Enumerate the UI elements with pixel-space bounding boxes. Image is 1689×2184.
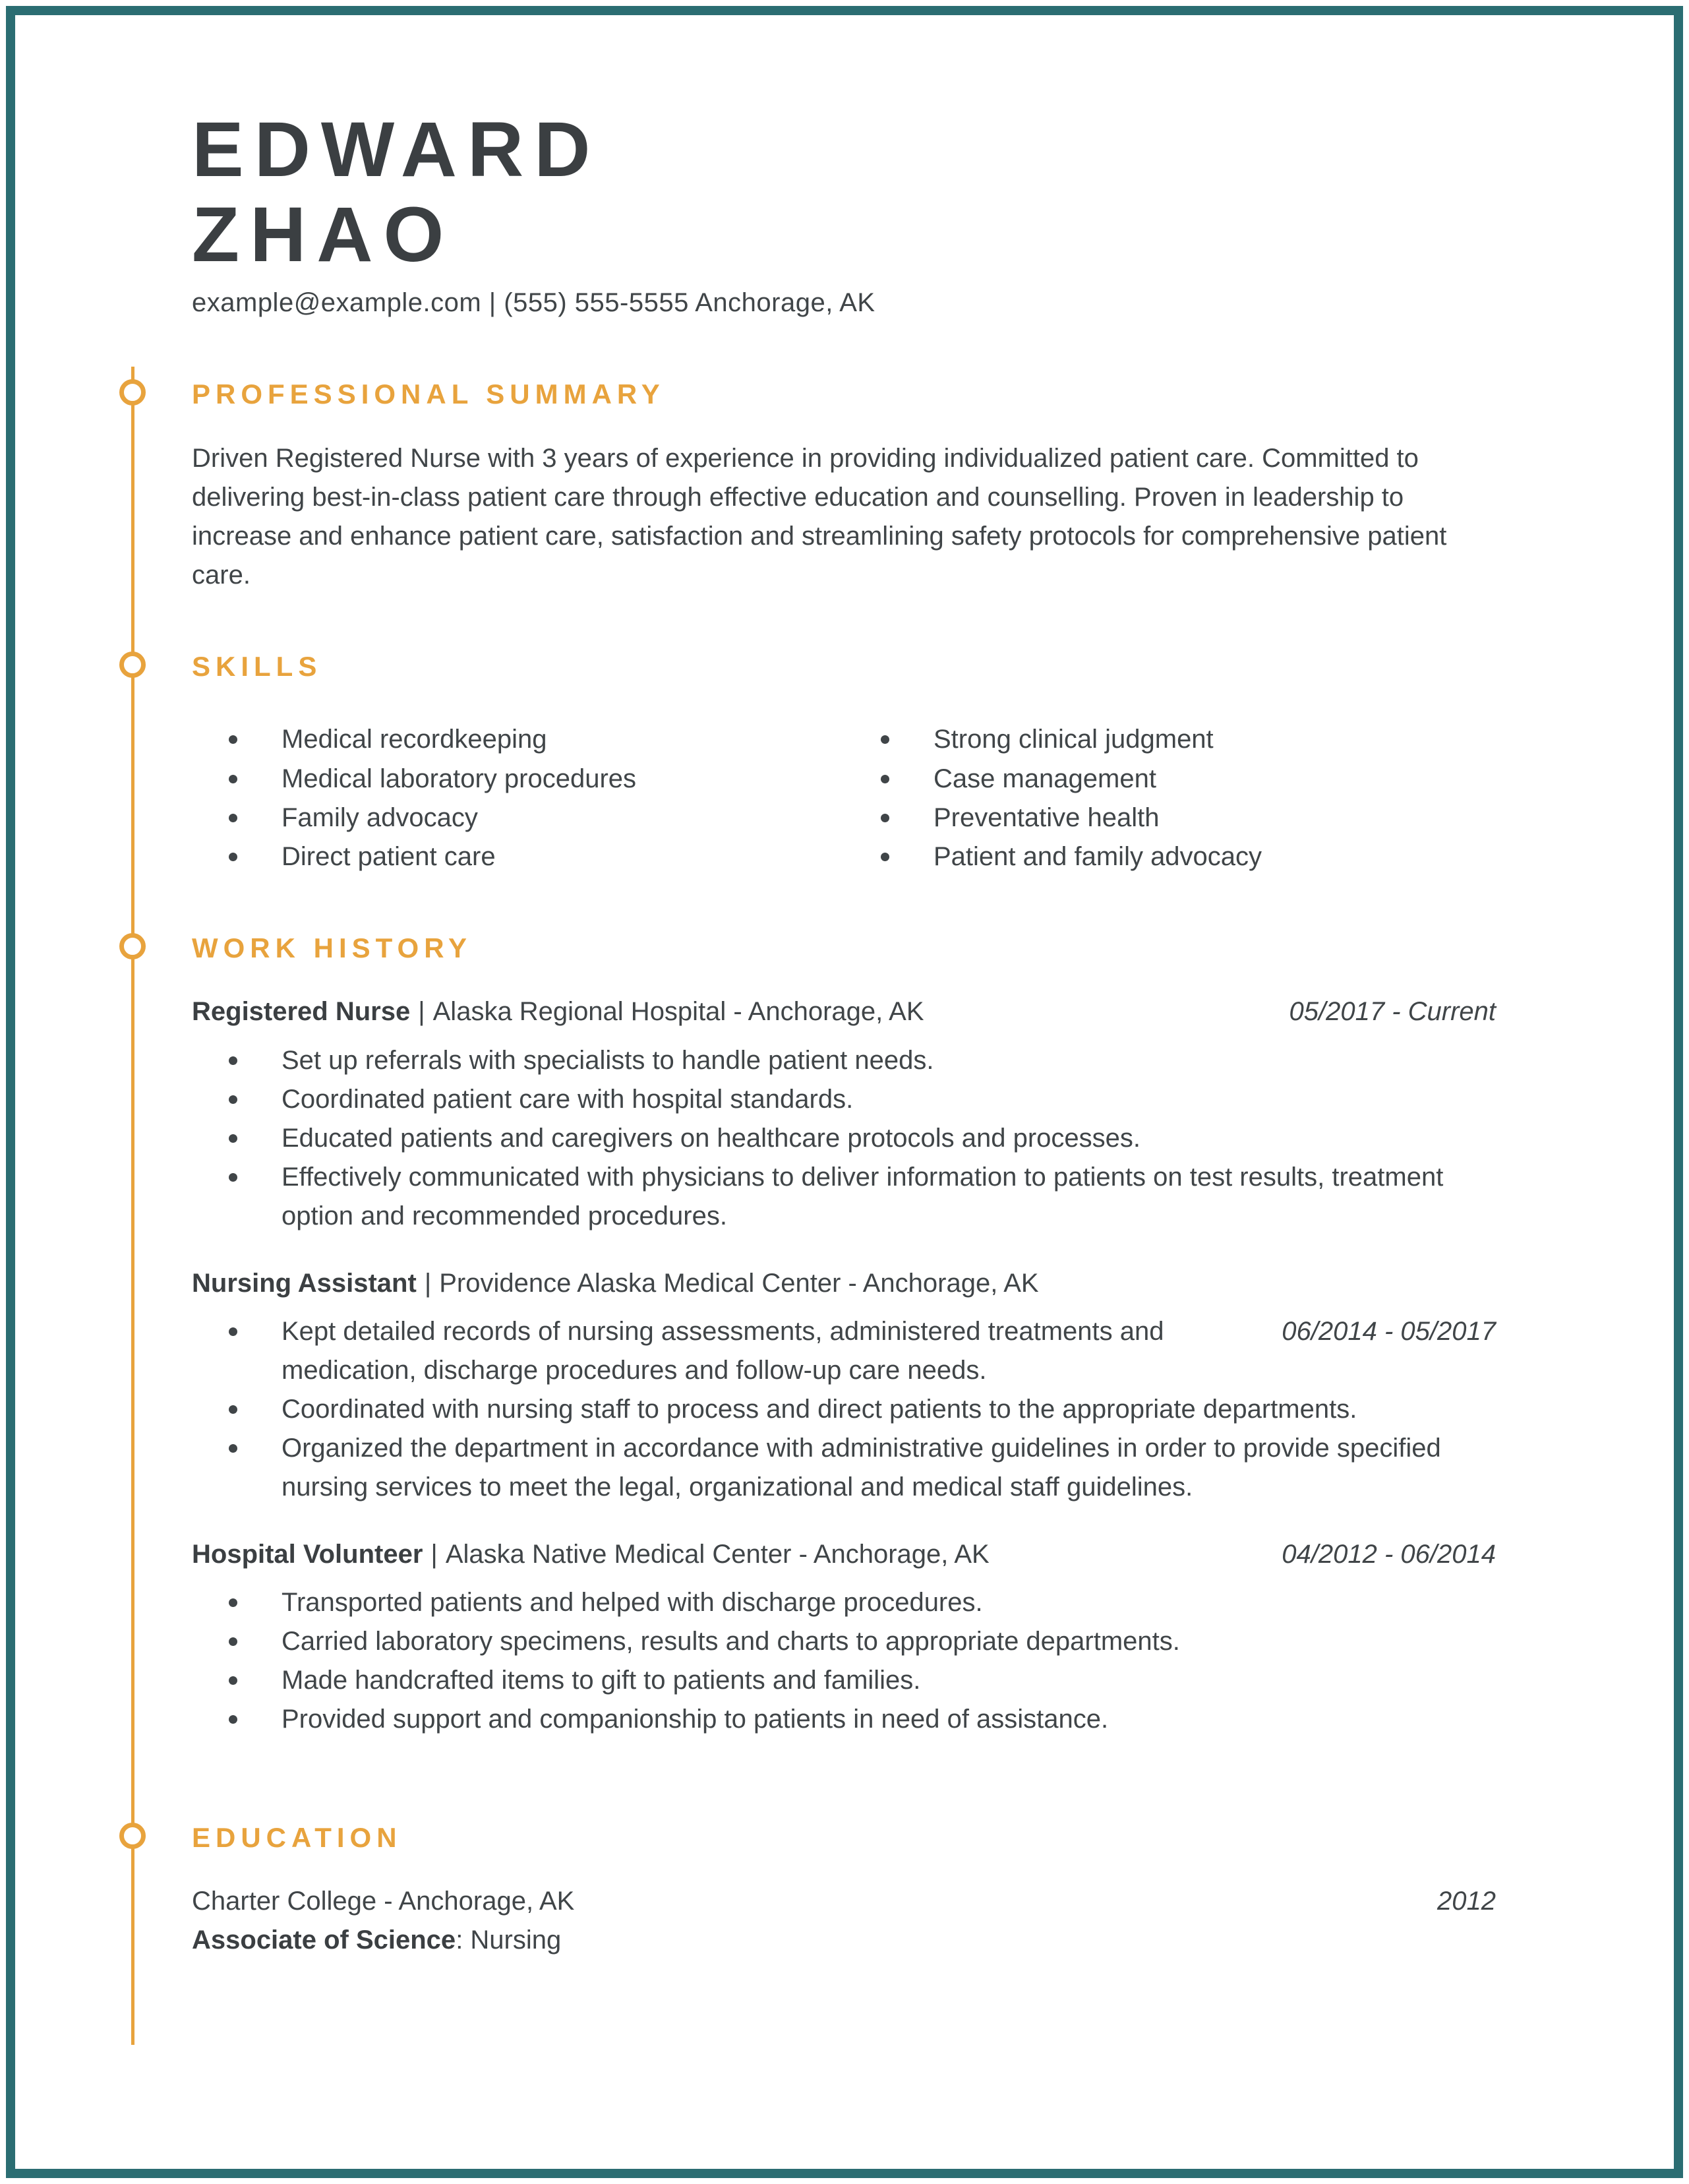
skill-item: Medical recordkeeping bbox=[192, 720, 844, 759]
skills-columns bbox=[192, 711, 1496, 876]
section-skills bbox=[192, 646, 1496, 876]
candidate-name bbox=[192, 107, 1496, 277]
job-bullet-list bbox=[192, 1041, 1496, 1236]
section-work-history bbox=[192, 928, 1496, 1739]
job-organization: Alaska Native Medical Center - Anchorage, AK bbox=[445, 1539, 990, 1569]
job-dates: 06/2014 - 05/2017 bbox=[1282, 1316, 1496, 1346]
job-bullet: Provided support and companionship to patients in need of assistance. bbox=[192, 1700, 1496, 1739]
skills-list-right bbox=[844, 720, 1496, 876]
section-education bbox=[192, 1817, 1496, 1960]
job-title bbox=[192, 1264, 1039, 1303]
job-bullet-list bbox=[192, 1312, 1496, 1507]
job-bullet: Organized the department in accordance with administrative guidelines in order to provide specified nursing services to meet the legal, organizational and medical staff guidelines. bbox=[192, 1429, 1496, 1507]
timeline-line bbox=[131, 367, 134, 2045]
job-bullet: Made handcrafted items to gift to patients and families. bbox=[192, 1661, 1496, 1700]
job-separator: | bbox=[418, 997, 425, 1027]
job-bullet: Transported patients and helped with discharge procedures. bbox=[192, 1583, 1496, 1622]
candidate-first-name: EDWARD bbox=[192, 106, 601, 193]
resume-page bbox=[6, 6, 1683, 2178]
job-bullet: Coordinated with nursing staff to process and direct patients to the appropriate departments. bbox=[192, 1390, 1496, 1429]
job-title bbox=[192, 992, 924, 1031]
candidate-last-name: ZHAO bbox=[192, 191, 455, 278]
job-role: Registered Nurse bbox=[192, 997, 411, 1027]
job-organization: Alaska Regional Hospital - Anchorage, AK bbox=[432, 997, 924, 1027]
job-bullet: Set up referrals with specialists to handle patient needs. bbox=[192, 1041, 1496, 1080]
job-role: Nursing Assistant bbox=[192, 1268, 417, 1298]
job-separator: | bbox=[430, 1539, 438, 1569]
section-professional-summary bbox=[192, 374, 1496, 595]
education-row bbox=[192, 1882, 1496, 1921]
skill-item: Medical laboratory procedures bbox=[192, 760, 844, 799]
job-organization: Providence Alaska Medical Center - Anchorage, AK bbox=[439, 1268, 1039, 1298]
skill-item: Patient and family advocacy bbox=[844, 837, 1496, 876]
job-entry-nursing-assistant bbox=[192, 1264, 1496, 1507]
education-year: 2012 bbox=[1437, 1886, 1496, 1916]
section-title-work-history: WORK HISTORY bbox=[192, 932, 473, 964]
contact-line: example@example.com | (555) 555-5555 Anchorage, AK bbox=[192, 288, 875, 318]
job-bullet: Kept detailed records of nursing assessments, administered treatments and medication, discharge procedures and follow-up care needs. bbox=[192, 1312, 1496, 1390]
education-school: Charter College - Anchorage, AK bbox=[192, 1886, 575, 1916]
job-bullet: Educated patients and caregivers on healthcare protocols and processes. bbox=[192, 1119, 1496, 1158]
education-degree-detail: : Nursing bbox=[456, 1925, 562, 1955]
skill-item: Case management bbox=[844, 760, 1496, 799]
job-bullet: Coordinated patient care with hospital standards. bbox=[192, 1080, 1496, 1119]
job-bullet-list bbox=[192, 1583, 1496, 1740]
job-header bbox=[192, 992, 1496, 1031]
job-role: Hospital Volunteer bbox=[192, 1539, 423, 1569]
skills-list-left bbox=[192, 720, 844, 876]
section-title-education: EDUCATION bbox=[192, 1821, 402, 1853]
section-title-skills: SKILLS bbox=[192, 651, 322, 682]
resume-content bbox=[15, 15, 1674, 2169]
job-entry-registered-nurse bbox=[192, 992, 1496, 1236]
skill-item: Preventative health bbox=[844, 799, 1496, 837]
job-dates: 04/2012 - 06/2014 bbox=[1282, 1539, 1496, 1569]
job-entry-hospital-volunteer bbox=[192, 1535, 1496, 1740]
job-separator: | bbox=[424, 1268, 432, 1298]
summary-text: Driven Registered Nurse with 3 years of experience in providing individualized patient care. Committed to delivering best-in-class patient care through effective education and counselling. Proven in leadership to increase and enhance patient care, satisfaction and streamlining safety protocols for comprehensive patient care. bbox=[192, 443, 1447, 590]
education-degree bbox=[192, 1921, 1496, 1960]
job-bullet: Effectively communicated with physicians to deliver information to patients on test results, treatment option and recommended procedures. bbox=[192, 1158, 1496, 1236]
job-header bbox=[192, 1264, 1496, 1303]
job-dates: 05/2017 - Current bbox=[1289, 997, 1496, 1027]
education-degree-label: Associate of Science bbox=[192, 1925, 456, 1955]
skill-item: Strong clinical judgment bbox=[844, 720, 1496, 759]
skill-item: Direct patient care bbox=[192, 837, 844, 876]
skill-item: Family advocacy bbox=[192, 799, 844, 837]
section-title-summary: PROFESSIONAL SUMMARY bbox=[192, 379, 665, 410]
job-title bbox=[192, 1535, 990, 1574]
job-header bbox=[192, 1535, 1496, 1574]
job-bullet: Carried laboratory specimens, results and charts to appropriate departments. bbox=[192, 1622, 1496, 1661]
